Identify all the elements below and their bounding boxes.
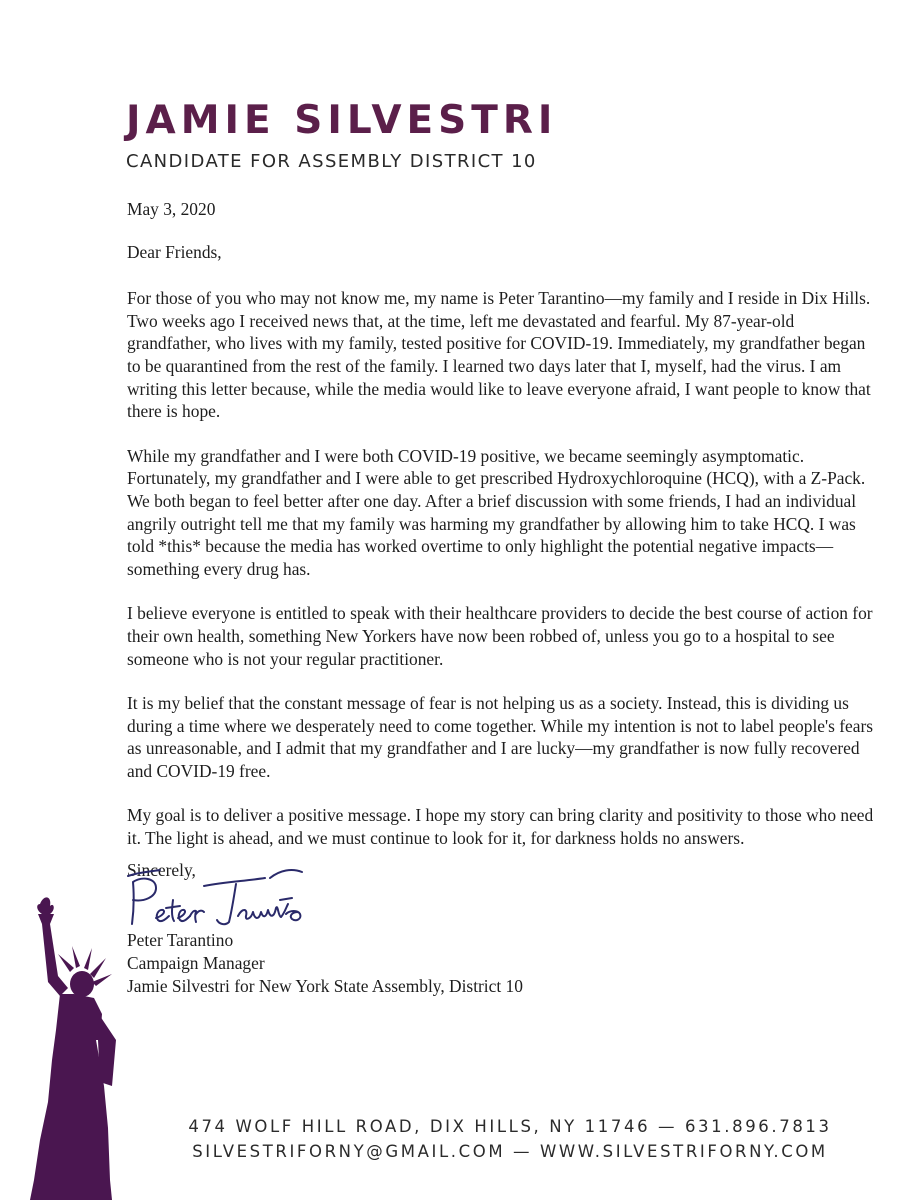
signer-block <box>127 929 523 998</box>
signer-title: Campaign Manager <box>127 953 265 973</box>
signer-name: Peter Tarantino <box>127 930 234 950</box>
letterhead-name: JAMIE SILVESTRI <box>126 98 558 143</box>
letter-date: May 3, 2020 <box>127 199 216 219</box>
letter-paragraph: I believe everyone is entitled to speak with their healthcare providers to decide the best course of action for their own health, something New Yorkers have now been robbed of, unless you go to a hospital to see someone who is not your regular practitioner. <box>127 603 873 669</box>
letter-salutation: Dear Friends, <box>127 241 222 262</box>
letter-paragraph: While my grandfather and I were both COVID-19 positive, we became seemingly asymptomatic. Fortunately, my grandfather and I were able to get prescribed Hydroxychloroquine (HCQ), with a Z-Pack. We both began to feel better after one day. After a brief discussion with some friends, I had an individual angrily outright tell me that my family was harming my grandfather by allowing him to take HCQ. I was told *this* because the media has worked overtime to only highlight the potential negative impacts—something every drug has. <box>127 445 866 579</box>
statue-of-liberty-icon <box>0 890 140 1200</box>
letter-body <box>127 198 877 872</box>
letter-closing: Sincerely, <box>127 860 196 880</box>
letter-paragraph: For those of you who may not know me, my name is Peter Tarantino—my family and I reside in Dix Hills. Two weeks ago I received news that, at the time, left me devastated and fearful. My 87-year-old grandfather, who lives with my family, tested positive for COVID-19. Immediately, my grandfather began to be quarantined from the rest of the family. I learned two days later that I, myself, had the virus. I am writing this letter because, while the media would like to leave everyone afraid, I want people to know that there is hope. <box>127 288 871 422</box>
letter-paragraph: My goal is to deliver a positive message. I hope my story can bring clarity and positivity to those who need it. The light is ahead, and we must continue to look for it, for darkness holds no answers. <box>127 805 874 849</box>
footer-contact: SILVESTRIFORNY@GMAIL.COM — WWW.SILVESTRIFORNY.COM <box>192 1142 828 1161</box>
letter-paragraph: It is my belief that the constant message of fear is not helping us as a society. Instead, this is dividing us during a time where we desperately need to come together. While my intention is not to label people's fears as unreasonable, and I admit that my grandfather and I are lucky—my grandfather is now fully recovered and COVID-19 free. <box>127 693 874 781</box>
signer-organization: Jamie Silvestri for New York State Assembly, District 10 <box>127 976 523 996</box>
footer-address: 474 WOLF HILL ROAD, DIX HILLS, NY 11746 — 631.896.7813 <box>188 1117 832 1136</box>
signature <box>120 864 320 934</box>
letterhead-subtitle: CANDIDATE FOR ASSEMBLY DISTRICT 10 <box>126 151 537 172</box>
